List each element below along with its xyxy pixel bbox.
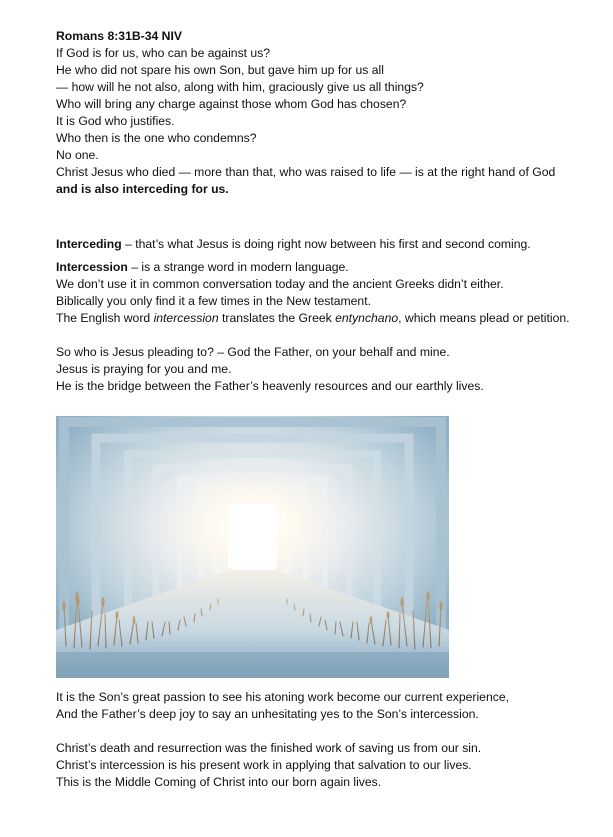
- pleading-line: So who is Jesus pleading to? – God the Father, on your behalf and mine.: [56, 345, 450, 359]
- finished-work-line: Christ’s intercession is his present work in applying that salvation to our lives.: [56, 758, 472, 772]
- corridor-of-arches-photo: [56, 416, 449, 678]
- text-run: translates the Greek: [218, 311, 336, 325]
- finished-work-line: Christ’s death and resurrection was the finished work of saving us from our sin.: [56, 741, 482, 755]
- scripture-line-bold: and is also interceding for us.: [56, 182, 229, 196]
- scripture-line: He who did not spare his own Son, but gave him up for us all: [56, 63, 384, 77]
- intercession-text: – is a strange word in modern language.: [127, 260, 349, 274]
- interceding-term: Interceding: [56, 237, 122, 251]
- interceding-text: – that’s what Jesus is doing right now between his first and second coming.: [121, 237, 531, 251]
- intercession-line: We don’t use it in common conversation today and the ancient Greeks didn’t either.: [56, 277, 504, 291]
- pleading-line: Jesus is praying for you and me.: [56, 362, 232, 376]
- passion-line: It is the Son’s great passion to see his atoning work become our current experience,: [56, 690, 509, 704]
- pleading-line: He is the bridge between the Father’s heavenly resources and our earthly lives.: [56, 379, 484, 393]
- scripture-line: It is God who justifies.: [56, 114, 175, 128]
- scripture-line: No one.: [56, 148, 99, 162]
- scripture-line: — how will he not also, along with him, graciously give us all things?: [56, 80, 424, 94]
- text-run: The English word: [56, 311, 154, 325]
- scripture-line: Who then is the one who condemns?: [56, 131, 257, 145]
- finished-work-line: This is the Middle Coming of Christ into our born again lives.: [56, 775, 382, 789]
- intercession-line: [56, 310, 606, 327]
- scripture-line: Christ Jesus who died — more than that, who was raised to life — is at the right hand of God: [56, 165, 556, 179]
- scripture-line: If God is for us, who can be against us?: [56, 46, 271, 60]
- intercession-line: Biblically you only find it a few times in the New testament.: [56, 294, 371, 308]
- intercession-paragraph: [56, 259, 606, 276]
- intercession-term: Intercession: [56, 260, 128, 274]
- scripture-reference: Romans 8:31B-34 NIV: [56, 29, 182, 43]
- italic-word: intercession: [153, 311, 219, 325]
- scripture-line: Who will bring any charge against those whom God has chosen?: [56, 97, 407, 111]
- document-page: [56, 28, 606, 791]
- passion-line: And the Father’s deep joy to say an unhesitating yes to the Son’s intercession.: [56, 707, 479, 721]
- text-run: , which means plead or petition.: [398, 311, 570, 325]
- interceding-paragraph: [56, 236, 606, 253]
- italic-word: entynchano: [335, 311, 399, 325]
